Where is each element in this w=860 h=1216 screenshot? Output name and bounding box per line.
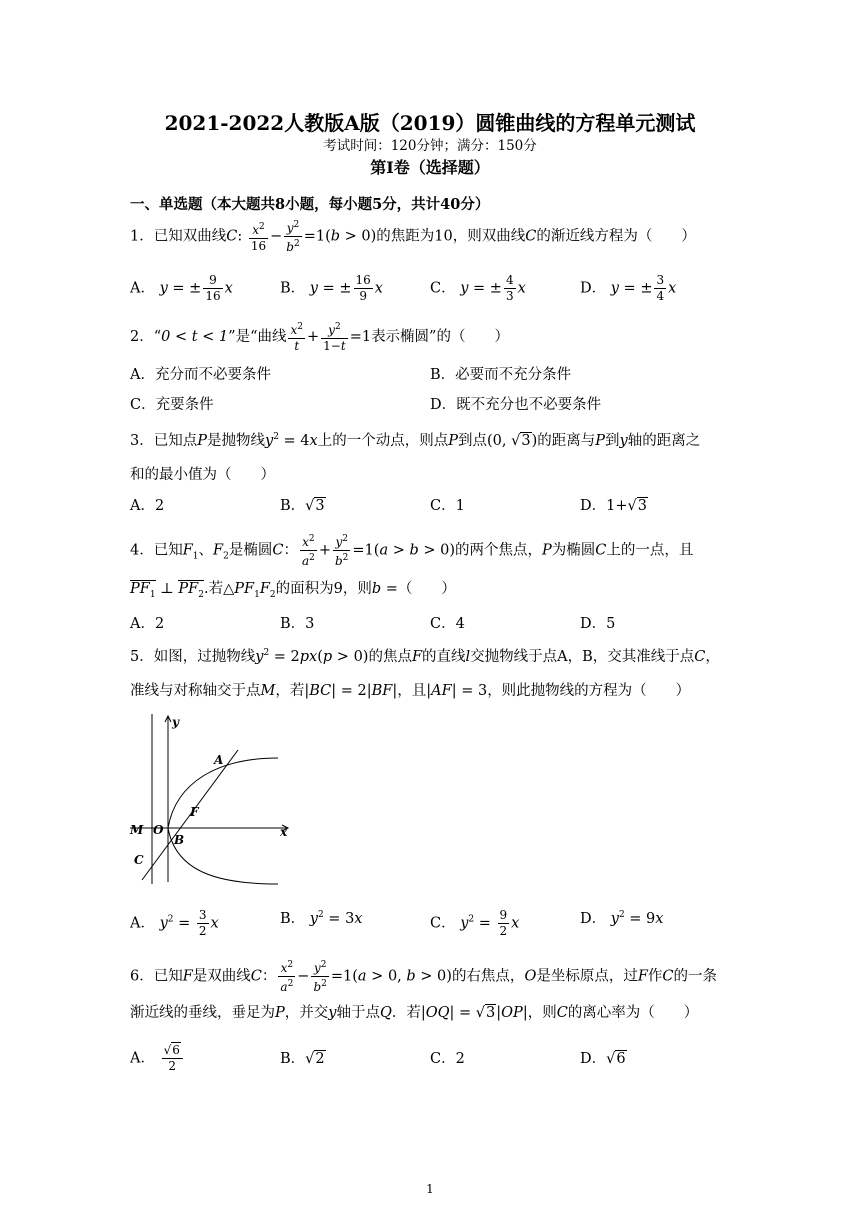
question-4-cont: $PF_1$ ⊥ $PF_2$.若$\triangle PF_1F_2$的面积为9，则b =（ ） — [130, 581, 456, 600]
q1-option-b: B． y = ± $\frac{16}{9}$ x — [280, 273, 383, 303]
question-1: 1．已知双曲线C: $\frac{x^2}{16}$ − $\frac{y^2}{b^2}$ =1(b > 0)的焦距为10，则双曲线C的渐近线方程为（ ） — [130, 220, 696, 254]
q3-option-d: D．1+√3 — [580, 498, 647, 514]
q5-option-d: D． $y^2 = 9x$ — [580, 910, 664, 927]
parabola-figure — [128, 712, 293, 887]
q1-option-d: D． y = ± $\frac{3}{4}$ x — [580, 273, 677, 303]
q5-option-b: B． $y^2 = 3x$ — [280, 910, 363, 927]
page-number: 1 — [426, 1182, 434, 1196]
fig-label-a: A — [214, 753, 224, 767]
volume-heading: 第Ⅰ卷（选择题） — [370, 158, 490, 177]
exam-subtitle: 考试时间：120分钟；满分：150分 — [323, 138, 537, 154]
q2-option-b: B．必要而不充分条件 — [430, 367, 572, 383]
q2-option-d: D．既不充分也不必要条件 — [430, 397, 602, 413]
question-3: 3．已知点P是抛物线$y^2 = 4x$上的一个动点，则点P到点(0, √3)的距离与P到y轴的距离之 — [130, 432, 701, 449]
q3-option-c: C．1 — [430, 498, 465, 514]
q4-option-c: C．4 — [430, 616, 465, 632]
q6-option-b: B．√2 — [280, 1051, 325, 1067]
fig-label-o: O — [153, 823, 164, 837]
question-3-cont: 和的最小值为（ ） — [130, 467, 275, 483]
fig-label-c: C — [134, 853, 144, 867]
question-5-cont: 准线与对称轴交于点M，若|BC| = 2|BF|，且|AF| = 3，则此抛物线的方程为（ ） — [130, 683, 691, 699]
q2-option-a: A．充分而不必要条件 — [130, 367, 271, 383]
exam-title: 2021-2022人教版A版（2019）圆锥曲线的方程单元测试 — [164, 111, 696, 135]
q1-option-a: A． y = ± $\frac{9}{16}$ x — [130, 273, 233, 303]
question-6-cont: 渐近线的垂线，垂足为P，并交y轴于点Q．若|OQ| = √3|OP|，则C的离心率为（ ） — [130, 1005, 699, 1021]
fig-label-x: x — [280, 825, 288, 839]
q4-option-a: A．2 — [130, 616, 165, 632]
fig-label-y: y — [172, 715, 179, 729]
q3-option-b: B．√3 — [280, 498, 325, 514]
q4-option-d: D．5 — [580, 616, 616, 632]
q5-option-c: C． $y^2$ = $\frac{9}{2}$ x — [430, 908, 520, 938]
fig-label-m: M — [130, 823, 144, 837]
question-5: 5．如图，过抛物线$y^2 = 2px(p > 0)$的焦点F的直线l交抛物线于点A，B，交其准线于点C， — [130, 648, 720, 665]
q2-option-c: C．充要条件 — [130, 397, 214, 413]
q3-option-a: A．2 — [130, 498, 165, 514]
q5-option-a: A． $y^2$ = $\frac{3}{2}$ x — [130, 908, 219, 938]
question-4: 4．已知$F_1$、$F_2$是椭圆C： $\frac{x^2}{a^2}$ + $\frac{y^2}{b^2}$ =1(a > b > 0)的两个焦点，P为椭圆C上的一点，且 — [130, 534, 694, 568]
q6-option-c: C．2 — [430, 1051, 465, 1067]
section-heading: 一、单选题（本大题共8小题，每小题5分，共计40分） — [130, 196, 490, 213]
q6-option-a: A． $\frac{√6}{2}$ — [130, 1043, 185, 1074]
fig-label-b: B — [174, 833, 185, 847]
question-6: 6．已知F是双曲线C： $\frac{x^2}{a^2}$ − $\frac{y^2}{b^2}$ =1(a > 0, b > 0)的右焦点，O是坐标原点，过F作C的一条 — [130, 960, 717, 994]
q6-option-d: D．√6 — [580, 1051, 626, 1067]
question-2: 2．“0 < t < 1”是“曲线 $\frac{x^2}{t}$ + $\frac{y^2}{1-t}$ =1表示椭圆”的（ ） — [130, 322, 509, 353]
fig-label-f: F — [190, 805, 199, 819]
q1-option-c: C． y = ± $\frac{4}{3}$ x — [430, 273, 526, 303]
q4-option-b: B．3 — [280, 616, 315, 632]
